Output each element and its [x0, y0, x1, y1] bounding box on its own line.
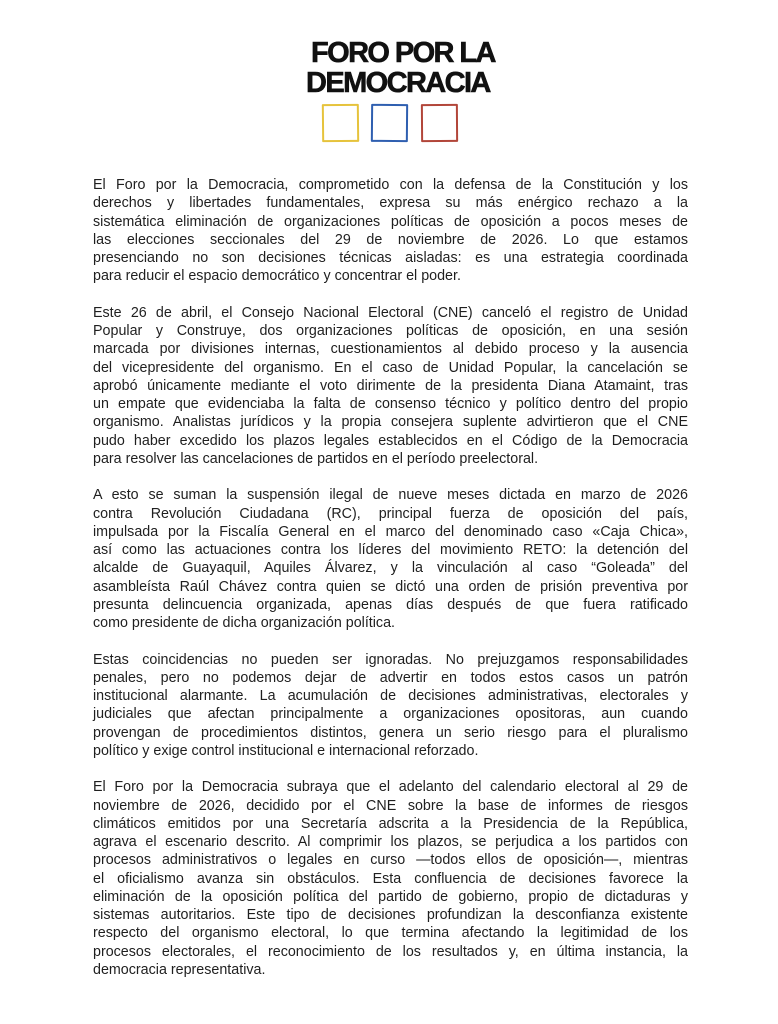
statement-paragraph-2 [93, 304, 688, 468]
paragraph-line: impulsada por la Fiscalía General en el marco del denominado caso «Caja Chica», [93, 523, 688, 540]
paragraph-line: procesos administrativos o legales en curso —todos ellos de oposición—, mientras [93, 852, 688, 869]
paragraph-line: El Foro por la Democracia, comprometido con la defensa de la Constitución y los [93, 177, 688, 193]
paragraph-line: del vicepresidente del organismo. En el caso de Unidad Popular, la cancelación se [93, 359, 688, 376]
paragraph-line: presenciando no son decisiones técnicas aisladas: es una estrategia coordinada [93, 250, 688, 266]
paragraph-line: sistemas autoritarios. Este tipo de decisiones profundizan la desconfianza existente [93, 907, 688, 923]
paragraph-line: democracia representativa. [93, 961, 266, 978]
paragraph-line: Este 26 de abril, el Consejo Nacional Electoral (CNE) canceló el registro de Unidad [93, 304, 688, 321]
statement-paragraph-5 [93, 778, 688, 979]
paragraph-line: institucional alarmante. La acumulación de decisiones administrativas, electorales y [93, 688, 688, 704]
paragraph-line: el oficialismo avanza sin obstáculos. Esta confluencia de decisiones favorece la [93, 870, 688, 887]
paragraph-line: así como las actuaciones contra los líderes del movimiento RETO: la detención del [93, 542, 688, 558]
paragraph-line: político y exige control institucional e internacional reforzado. [93, 742, 479, 759]
paragraph-line: provengan de procedimientos distintos, genera un serio riesgo para el pluralismo [93, 724, 688, 741]
paragraph-line: procesos electorales, el reconocimiento de los resultados y, en última instancia, la [93, 943, 688, 960]
paragraph-line: eliminación de la oposición política del partido de gobierno, propio de dictaduras y [93, 888, 688, 905]
paragraph-line: las elecciones seccionales del 29 de noviembre de 2026. Lo que estamos [93, 231, 688, 248]
paragraph-line: Estas coincidencias no pueden ser ignoradas. No prejuzgamos responsabilidades [93, 651, 688, 668]
statement-paragraph-4 [93, 651, 688, 761]
paragraph-line: noviembre de 2026, decidido por el CNE sobre la base de informes de riesgos [93, 797, 688, 814]
paragraph-line: contra Revolución Ciudadana (RC), principal fuerza de oposición del país, [93, 505, 688, 522]
paragraph-line: para resolver las cancelaciones de partidos en el período preelectoral. [93, 450, 539, 467]
paragraph-line: marcada por divisiones internas, cuestionamientos al debido proceso y la ausencia [93, 341, 688, 358]
paragraph-line: asambleísta Raúl Chávez contra quien se dictó una orden de prisión preventiva por [93, 578, 688, 595]
organization-name [305, 37, 495, 99]
paragraph-line: un empate que evidenciaba la falta de consenso técnico y político dentro del propio [93, 396, 688, 412]
logo-title-line-2: DEMOCRACIA [306, 67, 490, 99]
paragraph-line: El Foro por la Democracia subraya que el adelanto del calendario electoral al 29 de [93, 779, 688, 796]
paragraph-line: como presidente de dicha organización política. [93, 615, 396, 631]
paragraph-line: Popular y Construye, dos organizaciones políticas de oposición, en una sesión [93, 323, 688, 339]
paragraph-line: alcalde de Guayaquil, Aquiles Álvarez, y la vinculación al caso “Goleada” del [93, 560, 688, 577]
paragraph-line: pudo haber excedido los plazos legales establecidos en el Código de la Democracia [93, 432, 688, 449]
paragraph-line: penales, pero no podemos dejar de advertir en todos estos casos un patrón [93, 669, 688, 686]
blue-square-icon [371, 104, 408, 142]
red-square-icon [421, 104, 458, 142]
paragraph-line: derechos y libertades fundamentales, expresa su más enérgico rechazo a la [93, 195, 688, 212]
paragraph-line: sistemática eliminación de organizaciones políticas de oposición a pocos meses de [93, 213, 688, 230]
paragraph-line: aprobó únicamente mediante el voto dirimente de la presidenta Diana Atamaint, tras [93, 377, 688, 394]
paragraph-line: respecto del organismo electoral, lo que termina afectando la legitimidad de los [93, 925, 688, 942]
yellow-square-icon [322, 104, 359, 142]
logo-squares [322, 104, 482, 144]
statement-paragraph-3 [93, 486, 688, 632]
foro-logo [305, 37, 495, 99]
paragraph-line: agrava el escenario descrito. Al comprimir los plazos, se perjudica a los partidos con [93, 834, 688, 850]
statement-paragraph-1 [93, 176, 688, 286]
paragraph-line: climáticos emitidos por una Secretaría adscrita a la Presidencia de la República, [93, 815, 688, 832]
paragraph-line: para reducir el espacio democrático y concentrar el poder. [93, 268, 461, 285]
statement-body [93, 176, 688, 997]
paragraph-line: organismo. Analistas jurídicos y la propia consejera suplente advirtieron que el CNE [93, 414, 688, 431]
paragraph-line: presunta delincuencia organizada, apenas días después de que fuera ratificado [93, 596, 688, 613]
logo-title-line-1: FORO POR LA [311, 37, 495, 69]
paragraph-line: A esto se suman la suspensión ilegal de nueve meses dictada en marzo de 2026 [93, 487, 688, 504]
paragraph-line: judiciales que afectan principalmente a organizaciones opositoras, aun cuando [93, 706, 688, 723]
